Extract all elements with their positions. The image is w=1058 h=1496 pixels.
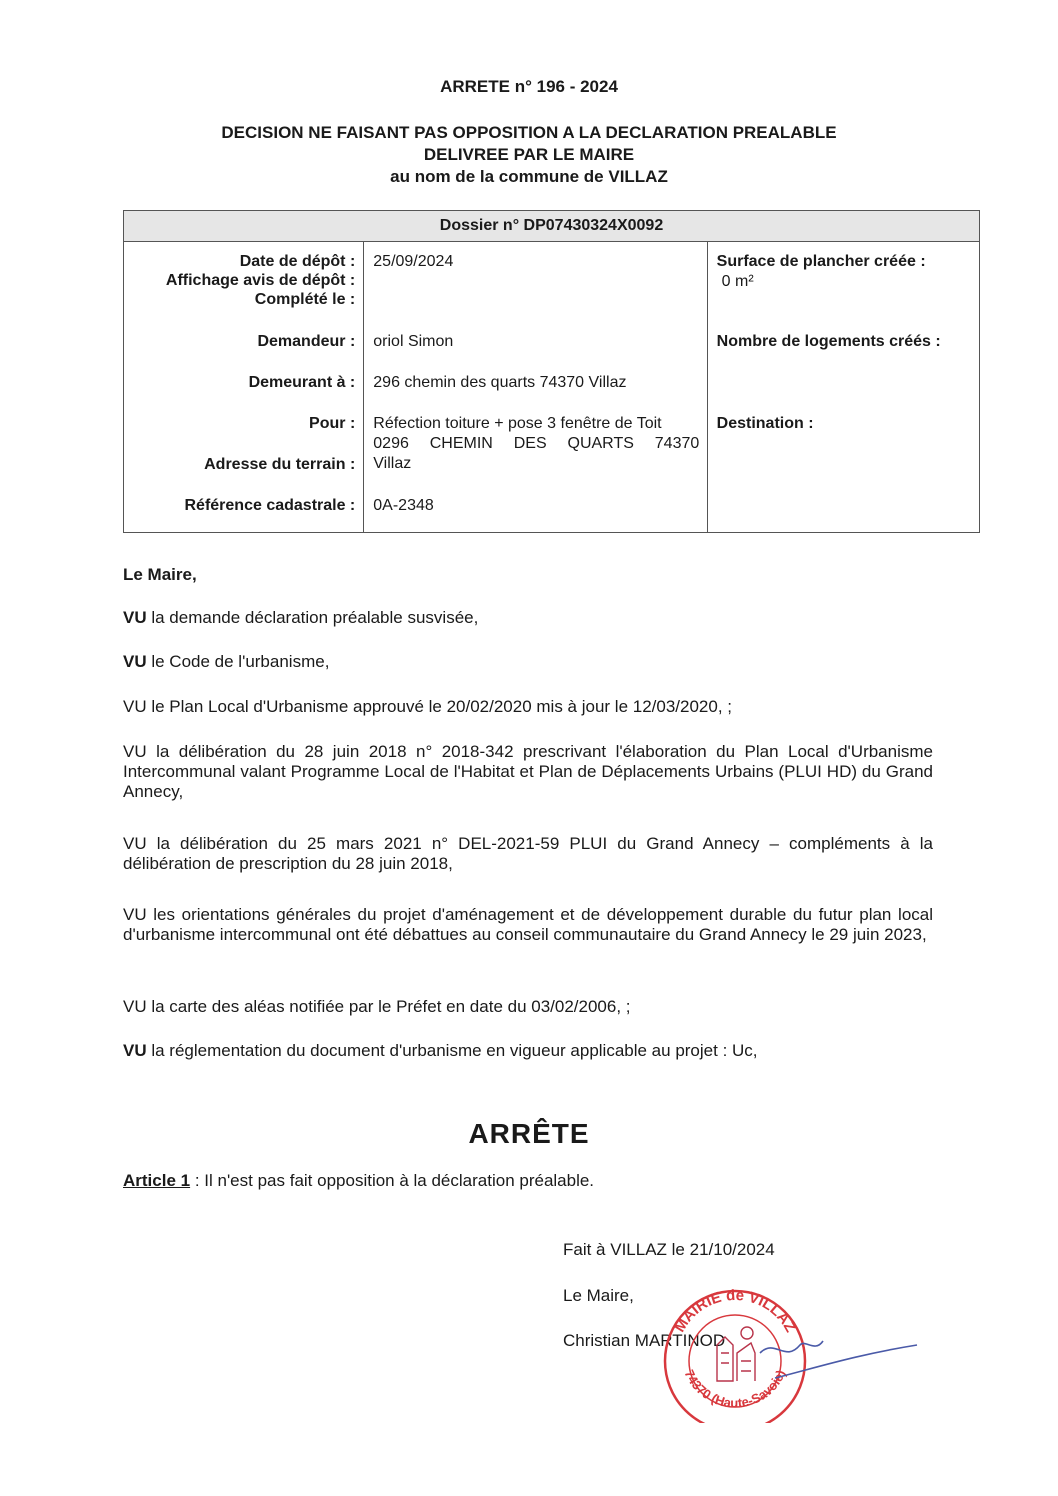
label-reference-cadastrale: Référence cadastrale : [184, 497, 356, 514]
value-date-depot: 25/09/2024 [373, 253, 454, 270]
vu-keyword: VU [123, 652, 147, 671]
label-affichage: Affichage avis de dépôt : [165, 272, 356, 289]
vu-paragraph-3: VU le Plan Local d'Urbanisme approuvé le 20/02/2020 mis à jour le 12/03/2020, ; [123, 697, 733, 716]
le-maire-heading: Le Maire, [123, 565, 197, 584]
arrete-heading: ARRÊTE [468, 1118, 590, 1149]
label-demandeur: Demandeur : [257, 333, 356, 350]
label-nombre-logements: Nombre de logements créés : [716, 333, 941, 350]
dossier-right-cell [707, 242, 979, 533]
value-reference-cadastrale: 0A-2348 [373, 497, 434, 514]
decision-title [0, 122, 1058, 188]
decision-line-1: DECISION NE FAISANT PAS OPPOSITION A LA DECLARATION PREALABLE [221, 123, 837, 142]
stamp-bottom-text: 74370 (Haute-Savoie) [681, 1367, 789, 1411]
mairie-stamp [655, 1283, 925, 1423]
label-destination: Destination : [716, 415, 814, 432]
value-demeurant: 296 chemin des quarts 74370 Villaz [373, 374, 627, 391]
vu-paragraph-5: VU la délibération du 25 mars 2021 n° DEL-2021-59 PLUI du Grand Annecy – compléments à la délibération de prescription du 28 juin 2018, [123, 834, 933, 873]
signature-name: Christian MARTINOD [563, 1331, 726, 1350]
signature-role: Le Maire, [563, 1286, 634, 1305]
label-pour: Pour : [309, 415, 356, 432]
dossier-labels-cell [124, 242, 364, 533]
vu-paragraph-1 [123, 608, 933, 628]
value-pour: Réfection toiture + pose 3 fenêtre de Toit [373, 415, 662, 432]
label-surface-plancher: Surface de plancher créée : [716, 253, 926, 270]
vu-paragraph-4: VU la délibération du 28 juin 2018 n° 2018-342 prescrivant l'élaboration du Plan Local d'Urbanisme Intercommunal valant Programme Local de l'Habitat et Plan de Déplacements Urbains (PLUI HD) du Grand Annecy, [123, 742, 933, 801]
dossier-values-cell [364, 242, 707, 533]
arrete-number: ARRETE n° 196 - 2024 [440, 77, 618, 96]
vu-keyword: VU [123, 1041, 147, 1060]
article-text: : Il n'est pas fait opposition à la déclaration préalable. [190, 1171, 595, 1190]
vu-text: la demande déclaration préalable susvisée, [146, 608, 479, 627]
article-1 [123, 1171, 594, 1191]
dossier-table [123, 210, 980, 533]
value-demandeur: oriol Simon [373, 333, 454, 350]
decision-line-3: au nom de la commune de VILLAZ [390, 167, 668, 186]
vu-paragraph-7: VU la carte des aléas notifiée par le Préfet en date du 03/02/2006, ; [123, 997, 631, 1016]
stamp-top-text: MAIRIE de VILLAZ [671, 1286, 799, 1336]
value-adresse-line-2: Villaz [373, 455, 412, 472]
vu-text: le Code de l'urbanisme, [146, 652, 330, 671]
value-adresse-line-1: 0296 CHEMIN DES QUARTS 74370 [373, 435, 700, 452]
dossier-number: Dossier n° DP07430324X0092 [124, 211, 980, 242]
vu-text: la réglementation du document d'urbanisme en vigueur applicable au projet : Uc, [146, 1041, 758, 1060]
decision-line-2: DELIVREE PAR LE MAIRE [423, 145, 635, 164]
stamp-emblem-icon [717, 1327, 755, 1381]
signature-date-place: Fait à VILLAZ le 21/10/2024 [563, 1240, 775, 1259]
vu-keyword: VU [123, 608, 147, 627]
label-date-depot: Date de dépôt : [239, 253, 356, 270]
label-adresse-terrain: Adresse du terrain : [204, 456, 356, 473]
label-complete: Complété le : [254, 291, 356, 308]
vu-paragraph-8 [123, 1041, 933, 1061]
vu-paragraph-2 [123, 652, 933, 672]
label-demeurant: Demeurant à : [248, 374, 356, 391]
article-label: Article 1 [123, 1171, 191, 1190]
vu-paragraph-6: VU les orientations générales du projet d'aménagement et de développement durable du futur plan local d'urbanisme intercommunal ont été débattues au conseil communautaire du Grand Annecy le 29 juin 2023, [123, 905, 933, 944]
value-surface-plancher: 0 m² [721, 273, 754, 290]
